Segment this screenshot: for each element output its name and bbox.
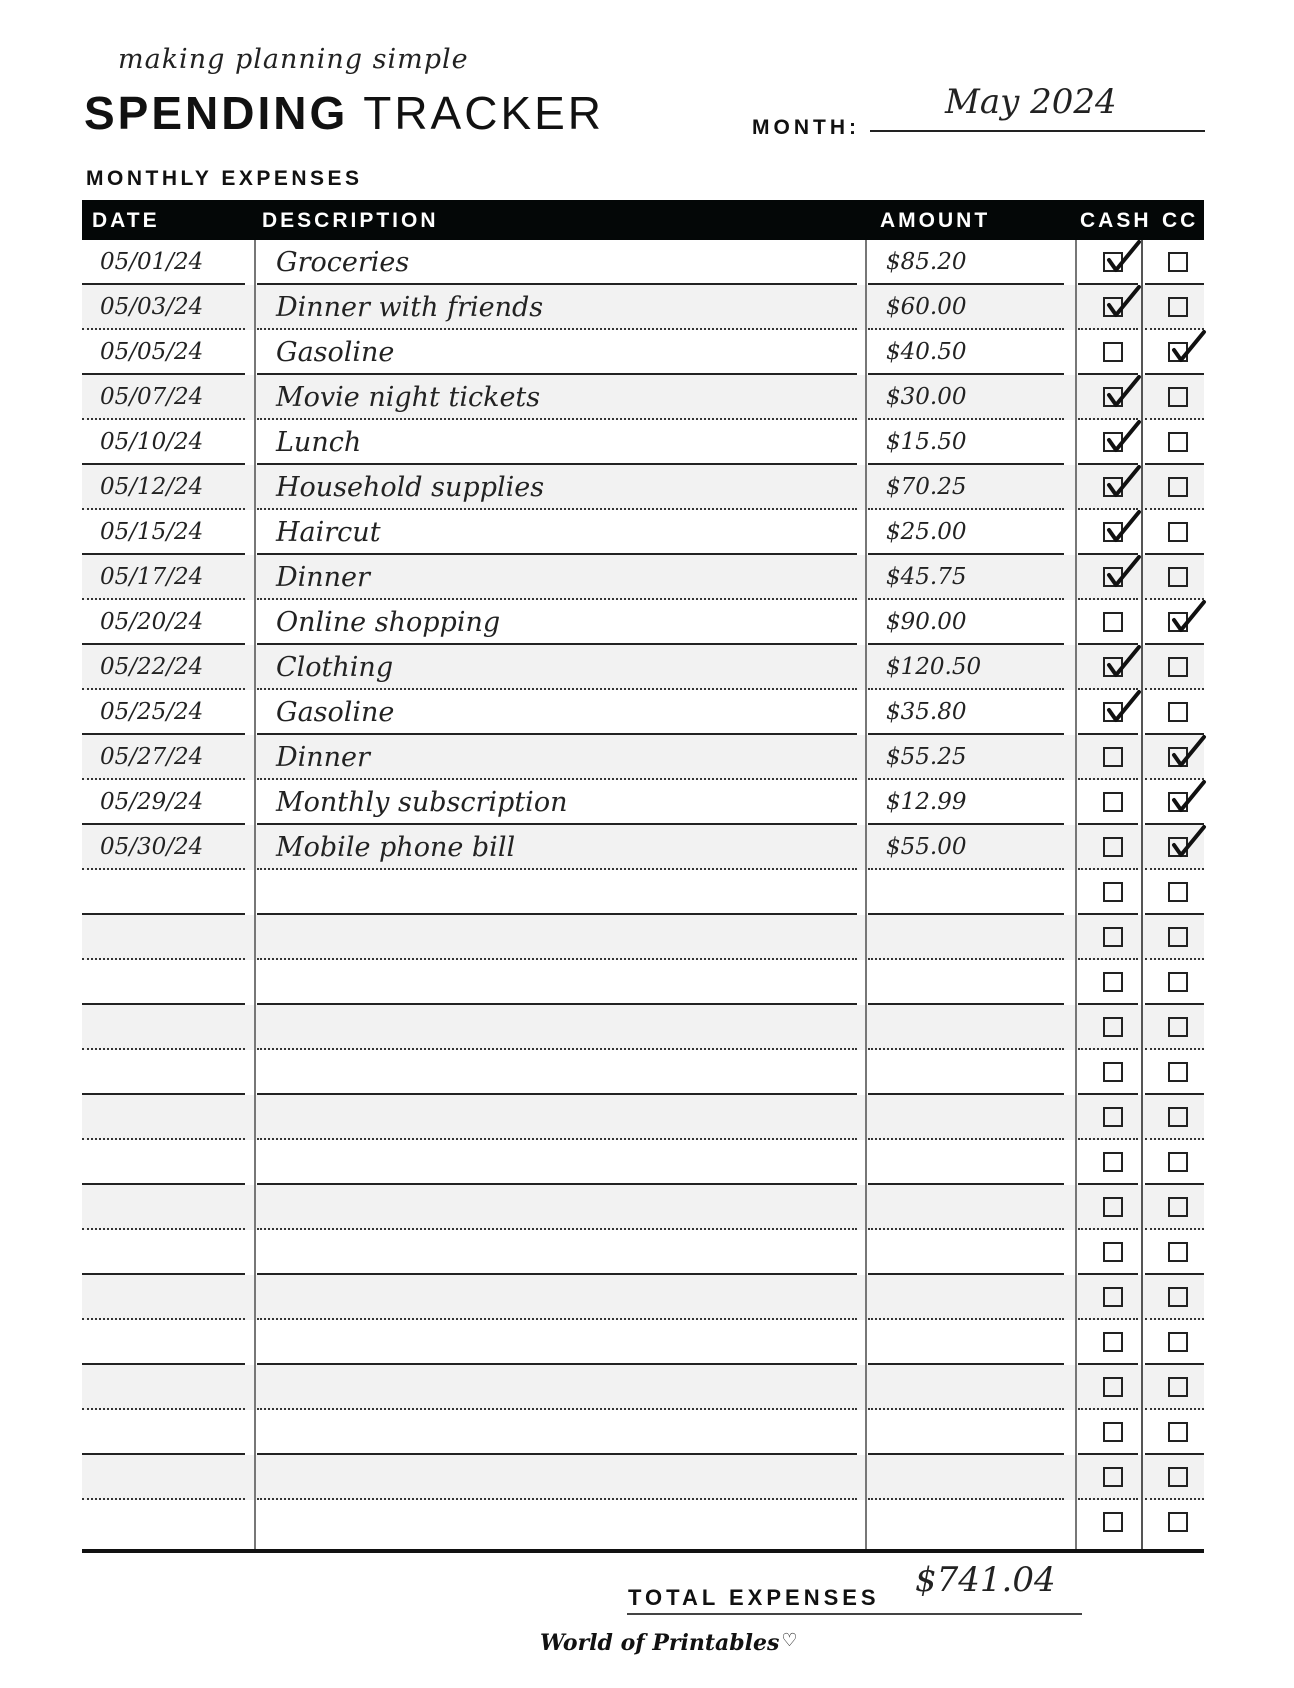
date-field[interactable]: 05/01/24	[100, 249, 204, 275]
table-row	[82, 645, 1204, 690]
description-field[interactable]: Dinner with friends	[276, 292, 544, 323]
table-row	[82, 375, 1204, 420]
cc-checkbox[interactable]	[1168, 1512, 1188, 1532]
amount-field[interactable]: $15.50	[886, 429, 967, 455]
cc-checkbox[interactable]	[1168, 432, 1188, 452]
total-expenses-label: TOTAL EXPENSES	[628, 1585, 880, 1610]
table-row	[82, 1095, 1204, 1140]
description-field[interactable]: Mobile phone bill	[276, 832, 516, 863]
date-field[interactable]: 05/12/24	[100, 474, 204, 500]
table-row	[82, 465, 1204, 510]
amount-field[interactable]: $30.00	[886, 384, 967, 410]
column-header-date: DATE	[92, 209, 160, 232]
date-field[interactable]: 05/07/24	[100, 384, 204, 410]
title-light: TRACKER	[363, 87, 605, 139]
cash-checkbox[interactable]	[1103, 1287, 1123, 1307]
table-row	[82, 510, 1204, 555]
table-row	[82, 915, 1204, 960]
cc-checkbox[interactable]	[1168, 1422, 1188, 1442]
column-header-cash: CASH	[1080, 209, 1152, 232]
cash-checkbox[interactable]	[1103, 747, 1123, 767]
cc-checkbox[interactable]	[1168, 1332, 1188, 1352]
amount-field[interactable]: $90.00	[886, 609, 967, 635]
section-title: MONTHLY EXPENSES	[86, 167, 363, 190]
column-divider	[1141, 240, 1143, 1551]
cash-checkbox[interactable]	[1103, 1332, 1123, 1352]
table-row	[82, 735, 1204, 780]
checkmark-icon	[1103, 465, 1143, 505]
cc-checkbox[interactable]	[1168, 612, 1188, 632]
brand-logo	[540, 1630, 798, 1656]
description-field[interactable]: Dinner	[276, 562, 370, 593]
amount-field[interactable]: $85.20	[886, 249, 967, 275]
cash-checkbox[interactable]	[1103, 792, 1123, 812]
column-divider	[865, 240, 867, 1551]
amount-field[interactable]: $70.25	[886, 474, 967, 500]
month-field[interactable]: May 2024	[945, 82, 1117, 122]
checkmark-icon	[1168, 330, 1208, 370]
cash-checkbox[interactable]	[1103, 1422, 1123, 1442]
table-row	[82, 960, 1204, 1005]
column-divider	[1075, 240, 1077, 1551]
table-row	[82, 1185, 1204, 1230]
table-row	[82, 825, 1204, 870]
cc-checkbox[interactable]	[1168, 972, 1188, 992]
total-expenses-line	[627, 1613, 1082, 1615]
cash-checkbox[interactable]	[1103, 522, 1123, 542]
date-field[interactable]: 05/22/24	[100, 654, 204, 680]
description-field[interactable]: Groceries	[276, 247, 410, 278]
amount-field[interactable]: $120.50	[886, 654, 982, 680]
cc-checkbox[interactable]	[1168, 1242, 1188, 1262]
checkmark-icon	[1103, 555, 1143, 595]
checkmark-icon	[1103, 240, 1143, 280]
table-row	[82, 330, 1204, 375]
date-field[interactable]: 05/15/24	[100, 519, 204, 545]
amount-field[interactable]: $55.25	[886, 744, 967, 770]
cc-checkbox[interactable]	[1168, 342, 1188, 362]
date-field[interactable]: 05/10/24	[100, 429, 204, 455]
cash-checkbox[interactable]	[1103, 612, 1123, 632]
cash-checkbox[interactable]	[1103, 1242, 1123, 1262]
title-bold: SPENDING	[84, 87, 349, 139]
cash-checkbox[interactable]	[1103, 342, 1123, 362]
cc-checkbox[interactable]	[1168, 702, 1188, 722]
table-row	[82, 555, 1204, 600]
checkmark-icon	[1168, 825, 1208, 865]
table-row	[82, 1500, 1204, 1545]
cash-checkbox[interactable]	[1103, 297, 1123, 317]
amount-field[interactable]: $25.00	[886, 519, 967, 545]
description-field[interactable]: Gasoline	[276, 337, 395, 368]
table-row	[82, 1230, 1204, 1275]
checkmark-icon	[1103, 645, 1143, 685]
description-field[interactable]: Movie night tickets	[276, 382, 541, 413]
description-field[interactable]: Haircut	[276, 517, 381, 548]
table-row	[82, 420, 1204, 465]
table-row	[82, 780, 1204, 825]
cc-checkbox[interactable]	[1168, 1287, 1188, 1307]
cash-checkbox[interactable]	[1103, 477, 1123, 497]
cc-checkbox[interactable]	[1168, 1467, 1188, 1487]
checkmark-icon	[1168, 735, 1208, 775]
cash-checkbox[interactable]	[1103, 1512, 1123, 1532]
column-header-amount: AMOUNT	[880, 209, 991, 232]
date-field[interactable]: 05/29/24	[100, 789, 204, 815]
cc-checkbox[interactable]	[1168, 477, 1188, 497]
date-field[interactable]: 05/03/24	[100, 294, 204, 320]
checkmark-icon	[1103, 510, 1143, 550]
description-field[interactable]: Clothing	[276, 652, 394, 683]
cc-checkbox[interactable]	[1168, 567, 1188, 587]
cash-checkbox[interactable]	[1103, 882, 1123, 902]
column-header-description: DESCRIPTION	[262, 209, 439, 232]
checkmark-icon	[1103, 375, 1143, 415]
date-field[interactable]: 05/30/24	[100, 834, 204, 860]
date-field[interactable]: 05/20/24	[100, 609, 204, 635]
amount-field[interactable]: $45.75	[886, 564, 967, 590]
cash-checkbox[interactable]	[1103, 972, 1123, 992]
cc-checkbox[interactable]	[1168, 387, 1188, 407]
cc-checkbox[interactable]	[1168, 1107, 1188, 1127]
table-header	[82, 200, 1204, 240]
checkmark-icon	[1103, 420, 1143, 460]
table-row	[82, 1005, 1204, 1050]
table-row	[82, 1410, 1204, 1455]
cash-checkbox[interactable]	[1103, 837, 1123, 857]
total-expenses-value[interactable]: $741.04	[915, 1560, 1056, 1600]
amount-field[interactable]: $12.99	[886, 789, 967, 815]
brand-name: World of Printables	[540, 1630, 780, 1656]
cash-checkbox[interactable]	[1103, 1377, 1123, 1397]
checkmark-icon	[1168, 780, 1208, 820]
checkmark-icon	[1103, 690, 1143, 730]
column-header-cc: CC	[1162, 209, 1199, 232]
cc-checkbox[interactable]	[1168, 1152, 1188, 1172]
cc-checkbox[interactable]	[1168, 1197, 1188, 1217]
cash-checkbox[interactable]	[1103, 432, 1123, 452]
table-row	[82, 1320, 1204, 1365]
description-field[interactable]: Gasoline	[276, 697, 395, 728]
cc-checkbox[interactable]	[1168, 522, 1188, 542]
cc-checkbox[interactable]	[1168, 792, 1188, 812]
table-row	[82, 1365, 1204, 1410]
cash-checkbox[interactable]	[1103, 252, 1123, 272]
table-row	[82, 1050, 1204, 1095]
expenses-table	[82, 240, 1204, 1551]
cash-checkbox[interactable]	[1103, 1467, 1123, 1487]
table-row	[82, 285, 1204, 330]
description-field[interactable]: Lunch	[276, 427, 362, 458]
cash-checkbox[interactable]	[1103, 1152, 1123, 1172]
cc-checkbox[interactable]	[1168, 1017, 1188, 1037]
description-field[interactable]: Monthly subscription	[276, 787, 568, 818]
month-field-line	[870, 130, 1205, 132]
cc-checkbox[interactable]	[1168, 837, 1188, 857]
month-label: MONTH:	[752, 116, 860, 139]
cc-checkbox[interactable]	[1168, 252, 1188, 272]
cash-checkbox[interactable]	[1103, 567, 1123, 587]
tagline: making planning simple	[118, 44, 469, 75]
checkmark-icon	[1103, 285, 1143, 325]
date-field[interactable]: 05/25/24	[100, 699, 204, 725]
cc-checkbox[interactable]	[1168, 1377, 1188, 1397]
cc-checkbox[interactable]	[1168, 747, 1188, 767]
table-row	[82, 690, 1204, 735]
date-field[interactable]: 05/05/24	[100, 339, 204, 365]
cash-checkbox[interactable]	[1103, 1107, 1123, 1127]
table-row	[82, 870, 1204, 915]
cash-checkbox[interactable]	[1103, 702, 1123, 722]
table-row	[82, 1140, 1204, 1185]
column-divider	[254, 240, 256, 1551]
page-title	[84, 88, 604, 138]
table-bottom-rule	[82, 1549, 1204, 1553]
table-row	[82, 1275, 1204, 1320]
description-field[interactable]: Online shopping	[276, 607, 501, 638]
description-field[interactable]: Household supplies	[276, 472, 545, 503]
date-field[interactable]: 05/27/24	[100, 744, 204, 770]
cash-checkbox[interactable]	[1103, 387, 1123, 407]
amount-field[interactable]: $40.50	[886, 339, 967, 365]
cc-checkbox[interactable]	[1168, 297, 1188, 317]
table-row	[82, 240, 1204, 285]
date-field[interactable]: 05/17/24	[100, 564, 204, 590]
cc-checkbox[interactable]	[1168, 657, 1188, 677]
cash-checkbox[interactable]	[1103, 1062, 1123, 1082]
cc-checkbox[interactable]	[1168, 1062, 1188, 1082]
amount-field[interactable]: $60.00	[886, 294, 967, 320]
cc-checkbox[interactable]	[1168, 927, 1188, 947]
checkmark-icon	[1168, 600, 1208, 640]
cash-checkbox[interactable]	[1103, 1017, 1123, 1037]
table-row	[82, 600, 1204, 645]
cc-checkbox[interactable]	[1168, 882, 1188, 902]
cash-checkbox[interactable]	[1103, 1197, 1123, 1217]
amount-field[interactable]: $55.00	[886, 834, 967, 860]
description-field[interactable]: Dinner	[276, 742, 370, 773]
cash-checkbox[interactable]	[1103, 927, 1123, 947]
amount-field[interactable]: $35.80	[886, 699, 967, 725]
table-row	[82, 1455, 1204, 1500]
cash-checkbox[interactable]	[1103, 657, 1123, 677]
heart-icon: ♡	[781, 1630, 798, 1651]
